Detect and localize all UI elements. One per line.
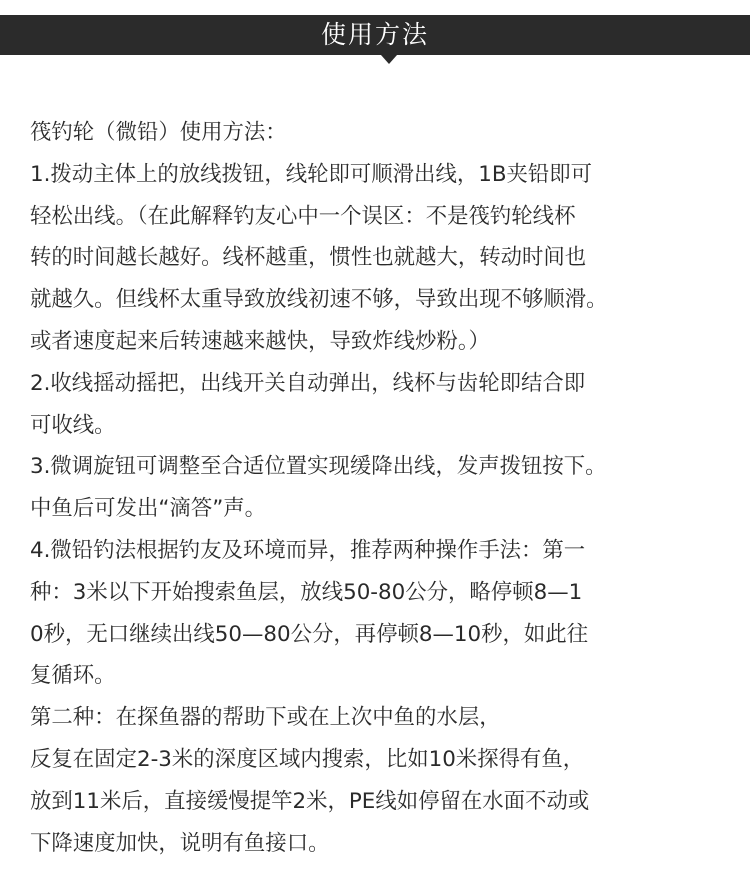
text-line: 2.收线摇动摇把，出线开关自动弹出，线杯与齿轮即结合即 [30, 370, 586, 396]
text-line: 第二种：在探鱼器的帮助下或在上次中鱼的水层， [30, 705, 501, 731]
text-line: 筏钓轮（微铅）使用方法： [30, 120, 287, 145]
text-line: 0秒，无口继续出线50—80公分，再停顿8—10秒，如此往 [30, 621, 589, 647]
text-line: 4.微铅钓法根据钓友及环境而异，推荐两种操作手法：第一 [30, 537, 586, 563]
text-line: 或者速度起来后转速越来越快，导致炸线炒粉。） [30, 328, 490, 354]
text-line: 1.拨动主体上的放线拨钮，线轮即可顺滑出线，1B夹铅即可 [30, 161, 593, 187]
text-line: 转的时间越长越好。线杯越重，惯性也就越大，转动时间也 [30, 245, 587, 271]
text-line: 就越久。但线杯太重导致放线初速不够，导致出现不够顺滑。 [30, 287, 608, 313]
section-title: 使用方法 [320, 20, 429, 49]
text-line: 中鱼后可发出“滴答”声。 [30, 496, 267, 522]
text-line: 种：3米以下开始搜索鱼层，放线50-80公分，略停顿8—1 [30, 579, 583, 605]
header-pointer-icon [381, 55, 397, 64]
text-line: 可收线。 [30, 412, 116, 438]
instructions-text [30, 112, 730, 864]
section-header [0, 15, 750, 55]
text-line: 反复在固定2-3米的深度区域内搜索，比如10米探得有鱼， [30, 746, 585, 772]
text-line: 3.微调旋钮可调整至合适位置实现缓降出线，发声拨钮按下。 [30, 454, 607, 480]
text-line: 轻松出线。（在此解释钓友心中一个误区：不是筏钓轮线杯 [30, 203, 576, 229]
text-line: 放到11米后，直接缓慢提竿2米，PE线如停留在水面不动或 [30, 788, 590, 814]
text-line: 复循环。 [30, 663, 116, 689]
text-line: 下降速度加快，说明有鱼接口。 [30, 830, 330, 856]
